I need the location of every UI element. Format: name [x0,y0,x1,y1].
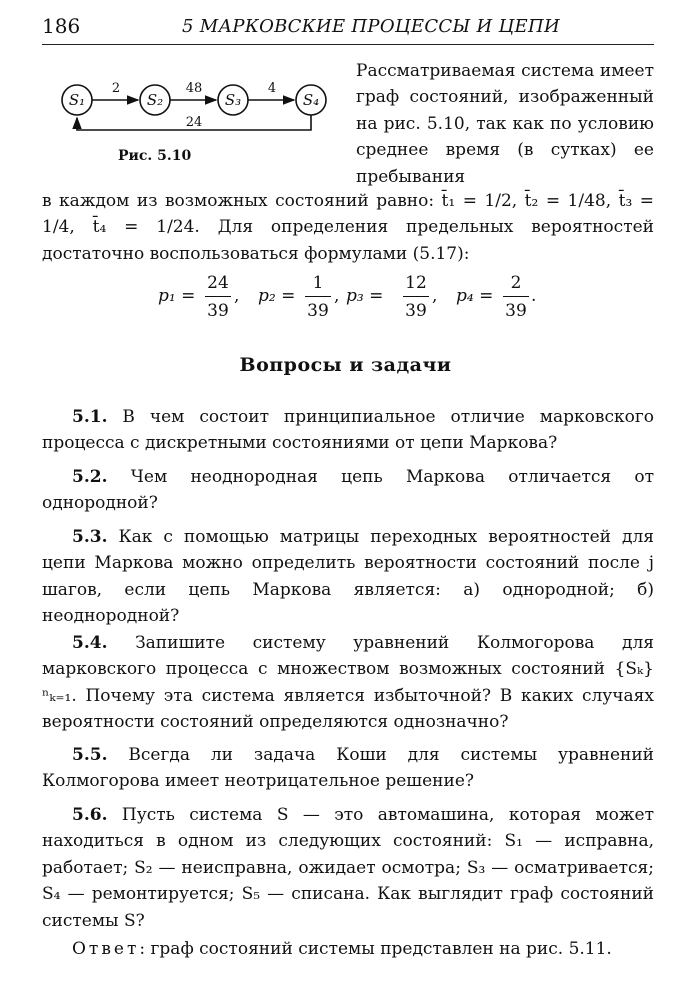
formula-fraction [502,270,530,323]
question-text: Пусть система S — это автомашина, которая может находиться в одном из следующих состояний: S₁ — исправна, работает; S₂ — неисправна, ожидает осмотра; S₃ — осматривается; S₄ — ремонтируется; S₅ — списана. Как выглядит граф состояний системы S? [42,805,654,931]
fraction-denominator: 39 [207,301,229,321]
question-number: 5.4. [72,633,108,653]
header-rule [42,44,654,45]
formula-lhs: p₃ = [346,286,384,306]
edge-label-s4-s1: 24 [185,115,203,130]
running-title: 5 МАРКОВСКИЕ ПРОЦЕССЫ И ЦЕПИ [182,16,560,37]
question-text: Запишите систему уравнений Колмогорова для марковского процесса с множеством возможных состояний {Sₖ}ⁿₖ₌₁. Почему эта система является избыточной? В каких случаях вероятности состояний определяются однозначно? [42,633,654,733]
formula-lhs: p₄ = [456,286,494,306]
intro-paragraph-continued: в каждом из возможных состояний равно: t̄₁ = 1/2, t̄₂ = 1/48, t̄₃ = 1/4, t̄₄ = 1/24. Для определения предельных вероятностей достаточно воспользоваться формулами (5.17): [42,191,654,264]
page-header [42,10,654,40]
question-item [42,404,654,457]
formula-fraction [204,270,232,323]
figure-caption: Рис. 5.10 [118,148,192,164]
formula-separator: , [432,286,438,306]
formula-lhs: p₁ = [158,286,196,306]
question-text: В чем состоит принципиальное отличие марковского процесса с дискретными состояниями от цепи Маркова? [42,407,654,454]
question-number: 5.5. [72,745,108,765]
fraction-denominator: 39 [405,301,427,321]
fraction-denominator: 39 [307,301,329,321]
state-graph [44,72,344,148]
node-s2-label: S₂ [146,91,164,109]
question-number: 5.1. [72,407,108,427]
formula-separator: , [334,286,340,306]
intro-paragraph-right: Рассматриваемая система имеет граф состояний, изображенный на рис. 5.10, так как по условию среднее время (в сутках) ее пребывания [356,61,654,187]
page-number: 186 [42,14,81,38]
fraction-numerator: 2 [510,273,522,293]
question-number: 5.6. [72,805,108,825]
question-item [42,524,654,630]
question-number: 5.2. [72,467,108,487]
state-graph-figure [44,72,344,148]
formula-separator: , [234,286,240,306]
question-text: Чем неоднородная цепь Маркова отличается от однородной? [42,467,654,514]
formula-lhs: p₂ = [258,286,296,306]
question-text: Как с помощью матрицы переходных вероятностей для цепи Маркова можно определить вероятности состояний после j шагов, если цепь Маркова является: а) однородной; б) неоднородной? [42,527,654,627]
edge-label-s3-s4: 4 [267,81,277,96]
formula-fraction [304,270,332,323]
fraction-denominator: 39 [505,301,527,321]
fraction-numerator: 24 [207,273,229,293]
question-number: 5.3. [72,527,108,547]
edge-label-s1-s2: 2 [111,81,121,96]
question-item [42,742,654,795]
question-text: Всегда ли задача Коши для системы уравнений Колмогорова имеет неотрицательное решение? [42,745,654,792]
formula-fraction [402,270,430,323]
node-s1-label: S₁ [68,91,86,109]
question-item [42,630,654,736]
edge-label-s2-s3: 48 [185,81,203,96]
formula-row [158,270,558,330]
answer-line [42,936,654,962]
formula-separator: . [531,286,537,306]
node-s4-label: S₄ [302,91,320,109]
fraction-numerator: 12 [405,273,427,293]
question-item [42,802,654,934]
answer-label: Ответ [72,939,140,959]
node-s3-label: S₃ [224,91,242,109]
section-title: Вопросы и задачи [239,354,452,376]
question-item [42,464,654,517]
fraction-numerator: 1 [312,273,324,293]
answer-text: : граф состояний системы представлен на рис. 5.11. [139,939,612,959]
